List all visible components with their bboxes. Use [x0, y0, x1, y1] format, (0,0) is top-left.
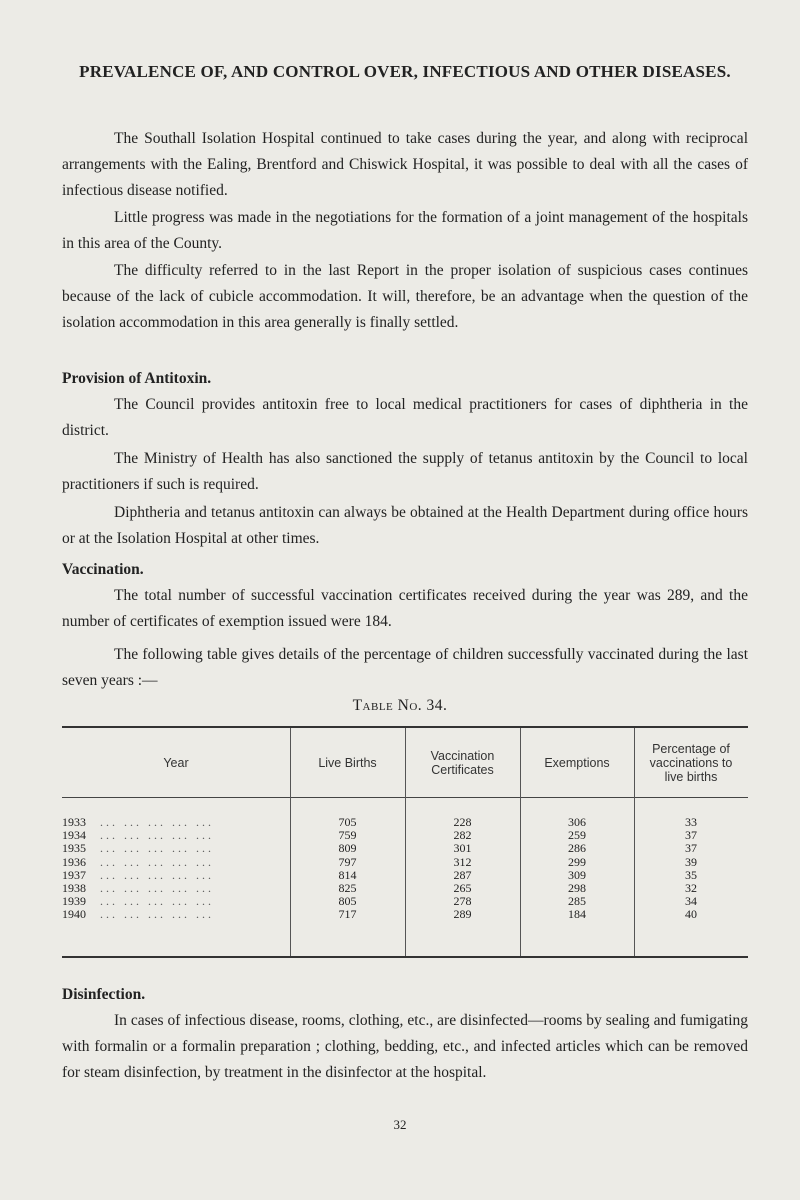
- heading-vaccination: Vaccination.: [62, 561, 144, 578]
- paragraph-cubicle-accommodation: The difficulty referred to in the last Report in the proper isolation of suspicious cases continues because of the lack of cubicle accommodation. It will, therefore, be an advantage when the question of the isolation accommodation in this area generally is finally settled.: [62, 262, 748, 331]
- cell-percentage: 34: [685, 894, 697, 909]
- cell-live-births: 805: [338, 894, 357, 909]
- page-number: 32: [393, 1117, 407, 1132]
- table-row: [62, 895, 748, 908]
- table-row: [62, 882, 748, 895]
- cell-exemptions: 299: [568, 854, 586, 869]
- paragraph-vaccination-total: The total number of successful vaccination certificates received during the year was 289, and the number of certificates of exemption issued were 184.: [62, 587, 748, 630]
- cell-certificates: 265: [453, 881, 472, 895]
- year-value: 1940: [62, 907, 86, 922]
- header-percentage: Percentage of vaccinations to live births: [649, 741, 733, 784]
- cell-year: [62, 882, 290, 895]
- year-value: 1936: [62, 854, 86, 869]
- leader-dots: ... ... ... ... ...: [100, 881, 214, 895]
- leader-dots: ... ... ... ... ...: [100, 815, 214, 829]
- cell-certificates: 278: [453, 894, 472, 909]
- cell-exemptions: 306: [568, 815, 586, 829]
- cell-exemptions: 298: [568, 881, 586, 895]
- leader-dots: ... ... ... ... ...: [100, 907, 214, 922]
- cell-percentage: 35: [685, 867, 697, 882]
- paragraph-antitoxin-availability: Diphtheria and tetanus antitoxin can always be obtained at the Health Department during office hours or at the Isolation Hospital at other times.: [62, 504, 748, 547]
- header-exemptions: Exemptions: [544, 755, 610, 770]
- table-row: [62, 869, 748, 882]
- paragraph-isolation-hospital: The Southall Isolation Hospital continued to take cases during the year, and along with reciprocal arrangements with the Ealing, Brentford and Chiswick Hospital, it was possible to deal with all the cases of infectious disease notified.: [62, 130, 748, 199]
- cell-year: [62, 816, 290, 829]
- leader-dots: ... ... ... ... ...: [100, 841, 214, 856]
- year-value: 1934: [62, 828, 86, 843]
- paragraph-joint-management: Little progress was made in the negotiations for the formation of a joint management of the hospitals in this area of the County.: [62, 209, 748, 252]
- cell-exemptions: 286: [568, 841, 586, 856]
- page-title: PREVALENCE OF, AND CONTROL OVER, INFECTIOUS AND OTHER DISEASES.: [79, 62, 731, 81]
- leader-dots: ... ... ... ... ...: [100, 894, 214, 909]
- cell-certificates: 282: [453, 828, 472, 843]
- leader-dots: ... ... ... ... ...: [100, 828, 214, 843]
- year-value: 1935: [62, 841, 86, 856]
- cell-certificates: 289: [453, 907, 472, 922]
- cell-live-births: 809: [338, 841, 357, 856]
- paragraph-tetanus-antitoxin: The Ministry of Health has also sanctioned the supply of tetanus antitoxin by the Council to local practitioners if such is required.: [62, 450, 748, 493]
- cell-live-births: 797: [338, 854, 357, 869]
- cell-live-births: 825: [338, 881, 357, 895]
- cell-live-births: 759: [338, 828, 357, 843]
- vaccination-table: [62, 726, 748, 958]
- cell-certificates: 228: [453, 815, 472, 829]
- table-bottom-rule: [62, 956, 748, 958]
- cell-percentage: 40: [685, 907, 697, 922]
- leader-dots: ... ... ... ... ...: [100, 867, 214, 882]
- header-year: Year: [163, 755, 189, 770]
- cell-live-births: 814: [338, 867, 357, 882]
- cell-year: [62, 829, 290, 842]
- heading-disinfection: Disinfection.: [62, 986, 146, 1003]
- cell-exemptions: 184: [568, 907, 586, 922]
- year-value: 1939: [62, 894, 86, 909]
- table-row: [62, 842, 748, 855]
- cell-percentage: 39: [685, 854, 697, 869]
- cell-year: [62, 842, 290, 855]
- cell-percentage: 37: [685, 841, 697, 856]
- table-row: [62, 908, 748, 921]
- cell-certificates: 301: [453, 841, 472, 856]
- cell-certificates: 312: [453, 854, 472, 869]
- table-row: [62, 816, 748, 829]
- cell-year: [62, 856, 290, 869]
- cell-certificates: 287: [453, 867, 472, 882]
- cell-live-births: 705: [338, 815, 357, 829]
- year-value: 1937: [62, 867, 86, 882]
- cell-year: [62, 908, 290, 921]
- cell-percentage: 37: [685, 828, 697, 843]
- cell-exemptions: 285: [568, 894, 586, 909]
- cell-year: [62, 895, 290, 908]
- cell-exemptions: 309: [568, 867, 586, 882]
- year-value: 1933: [62, 815, 86, 829]
- paragraph-antitoxin-free: The Council provides antitoxin free to local medical practitioners for cases of diphtheria in the district.: [62, 396, 748, 439]
- cell-exemptions: 259: [568, 828, 586, 843]
- table-row: [62, 829, 748, 842]
- table-caption: Table No. 34.: [352, 697, 448, 714]
- cell-percentage: 32: [685, 881, 697, 895]
- cell-live-births: 717: [338, 907, 357, 922]
- header-live-births: Live Births: [318, 755, 377, 770]
- table-row: [62, 856, 748, 869]
- header-vaccination-certificates: Vaccination Certificates: [430, 748, 495, 777]
- heading-antitoxin: Provision of Antitoxin.: [62, 370, 212, 387]
- cell-year: [62, 869, 290, 882]
- year-value: 1938: [62, 881, 86, 895]
- paragraph-table-intro: The following table gives details of the percentage of children successfully vaccinated during the last seven years :—: [62, 646, 748, 689]
- leader-dots: ... ... ... ... ...: [100, 854, 214, 869]
- cell-percentage: 33: [685, 815, 697, 829]
- paragraph-disinfection: In cases of infectious disease, rooms, clothing, etc., are disinfected—rooms by sealing and fumigating with formalin or a formalin preparation ; clothing, bedding, etc., and infected articles which can be removed for steam disinfection, by treatment in the disinfector at the hospital.: [62, 1012, 748, 1081]
